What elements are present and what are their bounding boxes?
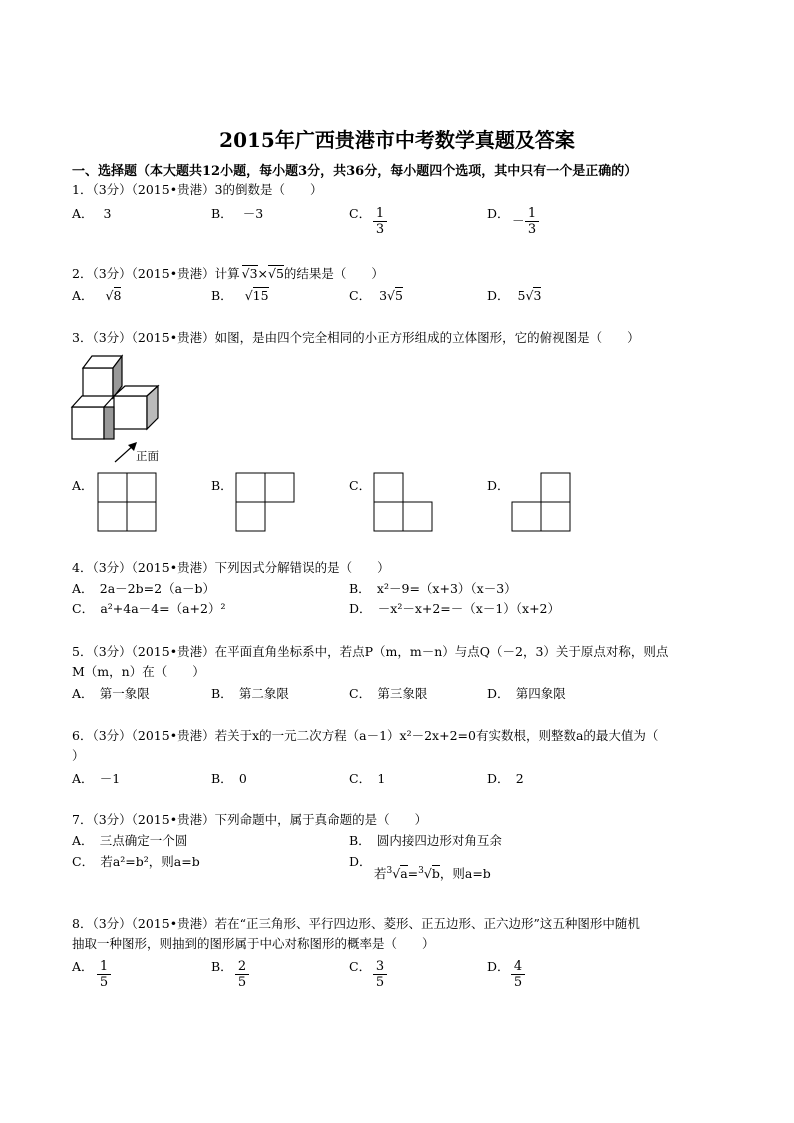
question-4-stem: 4．（3分）（2015•贵港）下列因式分解错误的是（ ） [72, 560, 390, 575]
q7-option-d: D． [349, 854, 372, 869]
q7-option-c: C． 若a²=b²，则a=b [72, 854, 200, 869]
q6-option-c: C． 1 [349, 771, 386, 786]
q1-option-d-fraction: $\frac{1}{3}$ [525, 206, 539, 238]
q2-option-a: A． √8 [72, 288, 122, 303]
q4-option-b: B． x²－9=（x+3）（x－3） [349, 581, 517, 596]
q4-option-a: A． 2a－2b=2（a－b） [72, 581, 216, 596]
q4-option-c: C． a²+4a－4=（a+2）² [72, 601, 226, 616]
q8-option-b: B． [211, 959, 233, 974]
question-1-stem: 1．（3分）（2015•贵港）3的倒数是（ ） [72, 182, 323, 197]
question-6-stem-line2: ） [72, 748, 85, 763]
q4-option-d: D． －x²－x+2=－（x－1）（x+2） [349, 601, 561, 616]
q3-option-c-figure [373, 472, 435, 534]
q3-option-b: B． [211, 478, 233, 493]
question-6-stem-line1: 6．（3分）（2015•贵港）若关于x的一元二次方程（a－1）x²－2x+2=0有实数根，则整数a的最大值为（ [72, 728, 659, 743]
q1-option-a: A． 3 [72, 206, 112, 221]
q5-option-c: C． 第三象限 [349, 686, 428, 701]
q2-option-d: D． 5√3 [487, 288, 542, 303]
q8-option-d: D． [487, 959, 510, 974]
q5-option-a: A． 第一象限 [72, 686, 150, 701]
q8-option-a: A． [72, 959, 94, 974]
q3-option-a-figure [97, 472, 159, 534]
q8-option-c: C． [349, 959, 372, 974]
q3-option-c: C． [349, 478, 372, 493]
question-8-stem-line2: 抽取一种图形，则抽到的图形属于中心对称图形的概率是（ ） [72, 936, 435, 951]
section-heading: 一、选择题（本大题共12小题，每小题3分，共36分，每小题四个选项，其中只有一个是正确的） [72, 164, 638, 179]
q2-option-c: C． 3√5 [349, 288, 403, 303]
q3-option-b-figure [235, 472, 297, 534]
question-5-stem-line2: M（m，n）在（ ） [72, 664, 205, 679]
question-8-stem-line1: 8．（3分）（2015•贵港）若在“正三角形、平行四边形、菱形、正五边形、正六边形”这五种图形中随机 [72, 916, 640, 931]
q8-option-b-fraction: $\frac{2}{5}$ [235, 959, 249, 991]
q5-option-b: B． 第二象限 [211, 686, 289, 701]
q1-option-c: C． [349, 206, 372, 221]
q1-option-b: B． －3 [211, 206, 264, 221]
q6-option-d: D． 2 [487, 771, 524, 786]
q3-option-d: D． [487, 478, 510, 493]
q6-option-a: A． －1 [72, 771, 121, 786]
q3-front-label: 正面 [136, 449, 159, 463]
q7-option-d-expression: 若$^3$√a=$^3$√b，则a=b [374, 866, 491, 882]
q1-option-c-fraction: $\frac{1}{3}$ [373, 206, 387, 238]
question-7-stem: 7．（3分）（2015•贵港）下列命题中，属于真命题的是（ ） [72, 812, 428, 827]
q2-option-b: B． √15 [211, 288, 269, 303]
page-title: 2015年广西贵港市中考数学真题及答案 [219, 128, 575, 152]
q8-option-d-fraction: $\frac{4}{5}$ [511, 959, 525, 991]
q7-option-b: B． 圆内接四边形对角互余 [349, 833, 502, 848]
question-3-stem: 3．（3分）（2015•贵港）如图，是由四个完全相同的小正方形组成的立体图形，它的俯视图是（ ） [72, 330, 640, 345]
q1-option-d-sign: － [512, 213, 525, 228]
q8-option-a-fraction: $\frac{1}{5}$ [97, 959, 111, 991]
q1-option-d: D． [487, 206, 510, 221]
q3-option-d-figure [511, 472, 573, 534]
q3-option-a: A． [72, 478, 94, 493]
q5-option-d: D． 第四象限 [487, 686, 566, 701]
q8-option-c-fraction: $\frac{3}{5}$ [373, 959, 387, 991]
q6-option-b: B． 0 [211, 771, 247, 786]
question-2-stem: 2．（3分）（2015•贵港）计算 √3×√5的结果是（ ） [72, 266, 384, 281]
question-5-stem-line1: 5．（3分）（2015•贵港）在平面直角坐标系中，若点P（m，m－n）与点Q（－2，3）关于原点对称，则点 [72, 644, 669, 659]
q7-option-a: A． 三点确定一个圆 [72, 833, 188, 848]
